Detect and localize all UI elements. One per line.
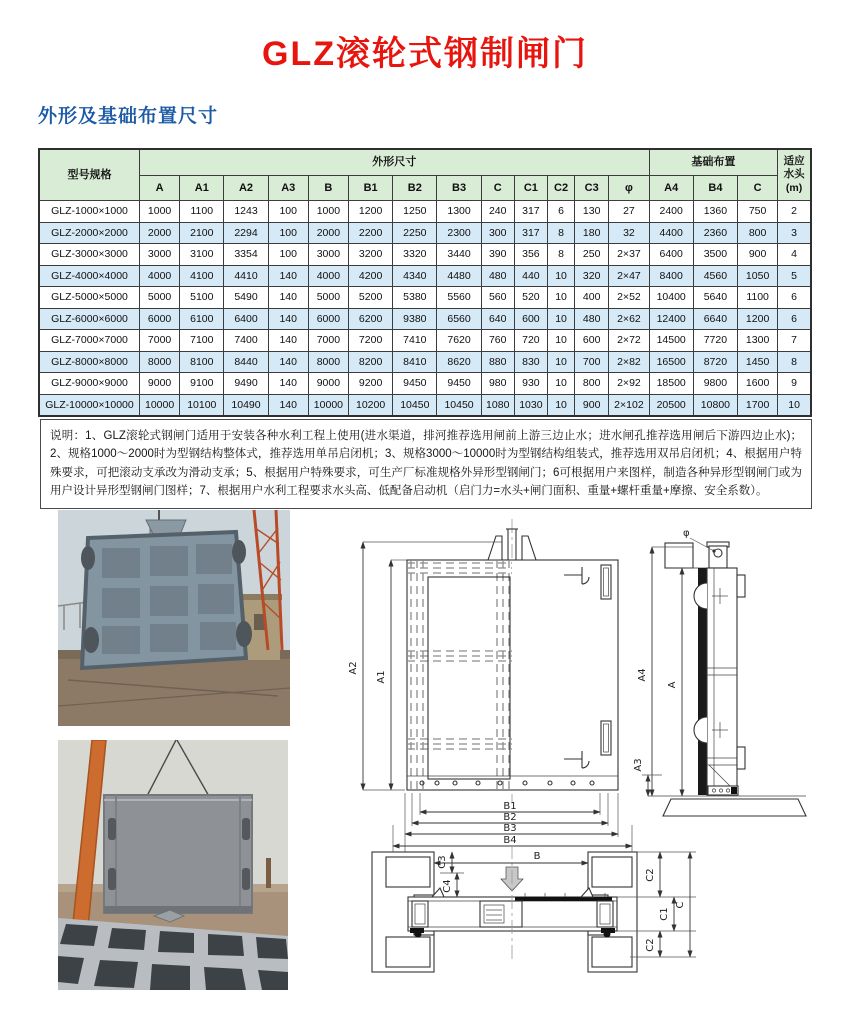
value-cell: 1243 bbox=[224, 201, 268, 223]
value-cell: 140 bbox=[268, 394, 308, 416]
value-cell: 10 bbox=[547, 351, 574, 373]
value-cell: 10100 bbox=[180, 394, 224, 416]
value-cell: 440 bbox=[514, 265, 547, 287]
value-cell: 10450 bbox=[393, 394, 437, 416]
dim-label-c3: C3 bbox=[437, 855, 448, 869]
value-cell: 8 bbox=[778, 351, 811, 373]
sub-header-row bbox=[39, 176, 811, 201]
value-cell: 480 bbox=[575, 308, 609, 330]
page-title: GLZ滚轮式钢制闸门 bbox=[262, 35, 588, 73]
value-cell: 560 bbox=[481, 287, 514, 309]
dim-label-b1: B1 bbox=[503, 801, 517, 812]
sub-header-cell: C2 bbox=[547, 176, 574, 201]
value-cell: 2360 bbox=[693, 222, 737, 244]
value-cell: 9450 bbox=[393, 373, 437, 395]
sub-header-cell: A1 bbox=[180, 176, 224, 201]
model-cell: GLZ-7000×7000 bbox=[39, 330, 140, 352]
col-group-dimensions: 外形尺寸 bbox=[140, 149, 650, 176]
value-cell: 2×82 bbox=[609, 351, 649, 373]
value-cell: 4400 bbox=[649, 222, 693, 244]
value-cell: 900 bbox=[738, 244, 778, 266]
sub-header-cell: C3 bbox=[575, 176, 609, 201]
value-cell: 130 bbox=[575, 201, 609, 223]
dim-label-a4: A4 bbox=[637, 668, 648, 682]
value-cell: 140 bbox=[268, 351, 308, 373]
dim-label-a2: A2 bbox=[348, 661, 359, 675]
value-cell: 520 bbox=[514, 287, 547, 309]
value-cell: 100 bbox=[268, 201, 308, 223]
value-cell: 9200 bbox=[349, 373, 393, 395]
value-cell: 8620 bbox=[437, 351, 481, 373]
dim-label-phi: φ bbox=[683, 528, 690, 539]
value-cell: 2×92 bbox=[609, 373, 649, 395]
table-row bbox=[39, 373, 811, 395]
dim-label-c: C bbox=[675, 901, 686, 909]
value-cell: 100 bbox=[268, 244, 308, 266]
value-cell: 317 bbox=[514, 222, 547, 244]
value-cell: 7000 bbox=[308, 330, 348, 352]
table-row bbox=[39, 265, 811, 287]
value-cell: 6000 bbox=[308, 308, 348, 330]
value-cell: 1300 bbox=[437, 201, 481, 223]
col-header-model: 型号规格 bbox=[39, 149, 140, 201]
value-cell: 6000 bbox=[140, 308, 180, 330]
value-cell: 6640 bbox=[693, 308, 737, 330]
value-cell: 8400 bbox=[649, 265, 693, 287]
dim-label-c2-top: C2 bbox=[645, 868, 656, 882]
value-cell: 8200 bbox=[349, 351, 393, 373]
front-view-drawing bbox=[348, 519, 632, 852]
value-cell: 10000 bbox=[140, 394, 180, 416]
table-row bbox=[39, 394, 811, 416]
sub-header-cell: B4 bbox=[693, 176, 737, 201]
value-cell: 8410 bbox=[393, 351, 437, 373]
value-cell: 2200 bbox=[349, 222, 393, 244]
value-cell: 390 bbox=[481, 244, 514, 266]
value-cell: 6100 bbox=[180, 308, 224, 330]
value-cell: 14500 bbox=[649, 330, 693, 352]
value-cell: 7720 bbox=[693, 330, 737, 352]
table-row bbox=[39, 201, 811, 223]
value-cell: 5640 bbox=[693, 287, 737, 309]
value-cell: 7620 bbox=[437, 330, 481, 352]
value-cell: 3440 bbox=[437, 244, 481, 266]
value-cell: 7410 bbox=[393, 330, 437, 352]
group-header-row bbox=[39, 149, 811, 176]
value-cell: 3 bbox=[778, 222, 811, 244]
value-cell: 10200 bbox=[349, 394, 393, 416]
value-cell: 356 bbox=[514, 244, 547, 266]
value-cell: 240 bbox=[481, 201, 514, 223]
value-cell: 100 bbox=[268, 222, 308, 244]
value-cell: 3000 bbox=[140, 244, 180, 266]
value-cell: 3500 bbox=[693, 244, 737, 266]
value-cell: 1030 bbox=[514, 394, 547, 416]
col-header-water-head: 适应水头(m) bbox=[778, 149, 811, 201]
value-cell: 140 bbox=[268, 330, 308, 352]
value-cell: 5 bbox=[778, 265, 811, 287]
model-cell: GLZ-1000×1000 bbox=[39, 201, 140, 223]
sub-header-cell: B3 bbox=[437, 176, 481, 201]
value-cell: 8000 bbox=[308, 351, 348, 373]
value-cell: 32 bbox=[609, 222, 649, 244]
value-cell: 4 bbox=[778, 244, 811, 266]
value-cell: 2000 bbox=[308, 222, 348, 244]
value-cell: 900 bbox=[575, 394, 609, 416]
value-cell: 5490 bbox=[224, 287, 268, 309]
section-heading: 外形及基础布置尺寸 bbox=[38, 106, 219, 127]
side-view-drawing bbox=[633, 528, 806, 816]
value-cell: 10 bbox=[547, 394, 574, 416]
sub-header-cell: A3 bbox=[268, 176, 308, 201]
value-cell: 720 bbox=[514, 330, 547, 352]
value-cell: 3320 bbox=[393, 244, 437, 266]
value-cell: 10 bbox=[547, 287, 574, 309]
sub-header-cell: C bbox=[738, 176, 778, 201]
value-cell: 8100 bbox=[180, 351, 224, 373]
value-cell: 3000 bbox=[308, 244, 348, 266]
table-row bbox=[39, 222, 811, 244]
value-cell: 600 bbox=[575, 330, 609, 352]
value-cell: 6400 bbox=[649, 244, 693, 266]
value-cell: 7400 bbox=[224, 330, 268, 352]
value-cell: 7200 bbox=[349, 330, 393, 352]
value-cell: 9100 bbox=[180, 373, 224, 395]
value-cell: 1080 bbox=[481, 394, 514, 416]
value-cell: 4000 bbox=[140, 265, 180, 287]
value-cell: 1000 bbox=[140, 201, 180, 223]
dim-label-a1: A1 bbox=[376, 670, 387, 684]
value-cell: 2300 bbox=[437, 222, 481, 244]
value-cell: 4410 bbox=[224, 265, 268, 287]
value-cell: 9450 bbox=[437, 373, 481, 395]
value-cell: 3200 bbox=[349, 244, 393, 266]
value-cell: 3100 bbox=[180, 244, 224, 266]
value-cell: 6200 bbox=[349, 308, 393, 330]
value-cell: 7000 bbox=[140, 330, 180, 352]
value-cell: 2×102 bbox=[609, 394, 649, 416]
model-cell: GLZ-2000×2000 bbox=[39, 222, 140, 244]
model-cell: GLZ-8000×8000 bbox=[39, 351, 140, 373]
value-cell: 3354 bbox=[224, 244, 268, 266]
value-cell: 180 bbox=[575, 222, 609, 244]
value-cell: 6560 bbox=[437, 308, 481, 330]
table-row bbox=[39, 308, 811, 330]
value-cell: 800 bbox=[738, 222, 778, 244]
value-cell: 9490 bbox=[224, 373, 268, 395]
dim-label-c4: C4 bbox=[442, 879, 453, 893]
model-cell: GLZ-5000×5000 bbox=[39, 287, 140, 309]
value-cell: 1050 bbox=[738, 265, 778, 287]
dim-label-b2: B2 bbox=[503, 812, 517, 823]
value-cell: 5100 bbox=[180, 287, 224, 309]
value-cell: 2400 bbox=[649, 201, 693, 223]
technical-drawing bbox=[330, 505, 850, 1010]
model-cell: GLZ-9000×9000 bbox=[39, 373, 140, 395]
value-cell: 1300 bbox=[738, 330, 778, 352]
value-cell: 5000 bbox=[140, 287, 180, 309]
sub-header-cell: A bbox=[140, 176, 180, 201]
value-cell: 10400 bbox=[649, 287, 693, 309]
value-cell: 4340 bbox=[393, 265, 437, 287]
roller-icon bbox=[694, 583, 707, 609]
value-cell: 1250 bbox=[393, 201, 437, 223]
model-cell: GLZ-10000×10000 bbox=[39, 394, 140, 416]
sub-header-cell: B2 bbox=[393, 176, 437, 201]
value-cell: 9 bbox=[778, 373, 811, 395]
value-cell: 10490 bbox=[224, 394, 268, 416]
col-group-foundation: 基础布置 bbox=[649, 149, 778, 176]
gate-panel bbox=[104, 795, 252, 913]
value-cell: 27 bbox=[609, 201, 649, 223]
value-cell: 4100 bbox=[180, 265, 224, 287]
value-cell: 1100 bbox=[738, 287, 778, 309]
value-cell: 980 bbox=[481, 373, 514, 395]
value-cell: 2000 bbox=[140, 222, 180, 244]
gate-hoisting-photo bbox=[58, 510, 290, 726]
value-cell: 6 bbox=[547, 201, 574, 223]
value-cell: 320 bbox=[575, 265, 609, 287]
value-cell: 5000 bbox=[308, 287, 348, 309]
notes-box: 说明：1、GLZ滚轮式钢闸门适用于安装各种水利工程上使用(进水渠道，排河推荐选用闸前上游三边止水；进水闸孔推荐选用闸后下游四边止水)；2、规格1000～2000时为型钢结构整体式，推荐选用单吊启闭机；3、规格3000～10000时为型钢结构组装式，推荐选用双吊启闭机；4、根据用户特殊要求，可把滚动支承改为滑动支承；5、根据用户特殊要求，可生产厂标准规格外异形型钢闸门；6可根据用户来图样，制造各种异形型钢闸门或为用户设计异形型钢闸门图样；7、根据用户水利工程要求水头高、低配备启动机（启门力=水头+闸门面积、重量+螺杆重量+摩擦、安全系数）。 bbox=[40, 419, 812, 509]
value-cell: 2250 bbox=[393, 222, 437, 244]
value-cell: 140 bbox=[268, 287, 308, 309]
value-cell: 9000 bbox=[308, 373, 348, 395]
value-cell: 317 bbox=[514, 201, 547, 223]
value-cell: 10 bbox=[547, 308, 574, 330]
table-row bbox=[39, 244, 811, 266]
value-cell: 300 bbox=[481, 222, 514, 244]
value-cell: 8 bbox=[547, 244, 574, 266]
sub-header-cell: B bbox=[308, 176, 348, 201]
value-cell: 4200 bbox=[349, 265, 393, 287]
value-cell: 7100 bbox=[180, 330, 224, 352]
plan-seal-strip bbox=[515, 897, 612, 901]
value-cell: 1100 bbox=[180, 201, 224, 223]
model-cell: GLZ-6000×6000 bbox=[39, 308, 140, 330]
value-cell: 6400 bbox=[224, 308, 268, 330]
spec-table-body bbox=[39, 201, 811, 417]
value-cell: 10 bbox=[547, 373, 574, 395]
value-cell: 400 bbox=[575, 287, 609, 309]
value-cell: 800 bbox=[575, 373, 609, 395]
value-cell: 140 bbox=[268, 308, 308, 330]
value-cell: 9000 bbox=[140, 373, 180, 395]
sub-header-cell: C bbox=[481, 176, 514, 201]
value-cell: 250 bbox=[575, 244, 609, 266]
value-cell: 2×37 bbox=[609, 244, 649, 266]
dim-label-c1: C1 bbox=[659, 907, 670, 921]
value-cell: 16500 bbox=[649, 351, 693, 373]
table-row bbox=[39, 351, 811, 373]
model-cell: GLZ-4000×4000 bbox=[39, 265, 140, 287]
value-cell: 9800 bbox=[693, 373, 737, 395]
value-cell: 10450 bbox=[437, 394, 481, 416]
value-cell: 7 bbox=[778, 330, 811, 352]
value-cell: 10 bbox=[547, 265, 574, 287]
figures-area bbox=[0, 505, 850, 1010]
value-cell: 640 bbox=[481, 308, 514, 330]
value-cell: 760 bbox=[481, 330, 514, 352]
value-cell: 2100 bbox=[180, 222, 224, 244]
dim-label-b4: B4 bbox=[503, 835, 517, 846]
value-cell: 930 bbox=[514, 373, 547, 395]
value-cell: 10800 bbox=[693, 394, 737, 416]
value-cell: 2×47 bbox=[609, 265, 649, 287]
sub-header-cell: B1 bbox=[349, 176, 393, 201]
dim-label-a3: A3 bbox=[633, 758, 644, 772]
value-cell: 5560 bbox=[437, 287, 481, 309]
sub-header-cell: φ bbox=[609, 176, 649, 201]
value-cell: 1200 bbox=[738, 308, 778, 330]
value-cell: 5380 bbox=[393, 287, 437, 309]
value-cell: 600 bbox=[514, 308, 547, 330]
value-cell: 2×62 bbox=[609, 308, 649, 330]
value-cell: 880 bbox=[481, 351, 514, 373]
value-cell: 4480 bbox=[437, 265, 481, 287]
value-cell: 10000 bbox=[308, 394, 348, 416]
gate-ground-photo bbox=[58, 740, 288, 990]
value-cell: 830 bbox=[514, 351, 547, 373]
value-cell: 4560 bbox=[693, 265, 737, 287]
dim-label-b: B bbox=[533, 851, 541, 862]
value-cell: 10 bbox=[547, 330, 574, 352]
dim-label-b3: B3 bbox=[503, 823, 517, 834]
value-cell: 480 bbox=[481, 265, 514, 287]
value-cell: 6 bbox=[778, 308, 811, 330]
value-cell: 9380 bbox=[393, 308, 437, 330]
value-cell: 20500 bbox=[649, 394, 693, 416]
value-cell: 1700 bbox=[738, 394, 778, 416]
value-cell: 12400 bbox=[649, 308, 693, 330]
value-cell: 140 bbox=[268, 373, 308, 395]
value-cell: 8440 bbox=[224, 351, 268, 373]
value-cell: 2294 bbox=[224, 222, 268, 244]
model-cell: GLZ-3000×3000 bbox=[39, 244, 140, 266]
dim-label-a: A bbox=[667, 681, 678, 689]
plan-view-drawing bbox=[372, 845, 696, 972]
value-cell: 4000 bbox=[308, 265, 348, 287]
sub-header-cell: A2 bbox=[224, 176, 268, 201]
value-cell: 6 bbox=[778, 287, 811, 309]
value-cell: 750 bbox=[738, 201, 778, 223]
value-cell: 1450 bbox=[738, 351, 778, 373]
value-cell: 2×72 bbox=[609, 330, 649, 352]
value-cell: 1200 bbox=[349, 201, 393, 223]
value-cell: 8720 bbox=[693, 351, 737, 373]
value-cell: 1600 bbox=[738, 373, 778, 395]
value-cell: 8000 bbox=[140, 351, 180, 373]
table-row bbox=[39, 287, 811, 309]
value-cell: 8 bbox=[547, 222, 574, 244]
value-cell: 140 bbox=[268, 265, 308, 287]
value-cell: 1360 bbox=[693, 201, 737, 223]
table-row bbox=[39, 330, 811, 352]
sub-header-cell: A4 bbox=[649, 176, 693, 201]
value-cell: 18500 bbox=[649, 373, 693, 395]
sub-header-cell: C1 bbox=[514, 176, 547, 201]
value-cell: 10 bbox=[778, 394, 811, 416]
dim-label-c2-bottom: C2 bbox=[645, 938, 656, 952]
roller-icon bbox=[694, 717, 707, 743]
value-cell: 2 bbox=[778, 201, 811, 223]
value-cell: 700 bbox=[575, 351, 609, 373]
value-cell: 5200 bbox=[349, 287, 393, 309]
value-cell: 1000 bbox=[308, 201, 348, 223]
spec-table bbox=[38, 148, 812, 417]
value-cell: 2×52 bbox=[609, 287, 649, 309]
